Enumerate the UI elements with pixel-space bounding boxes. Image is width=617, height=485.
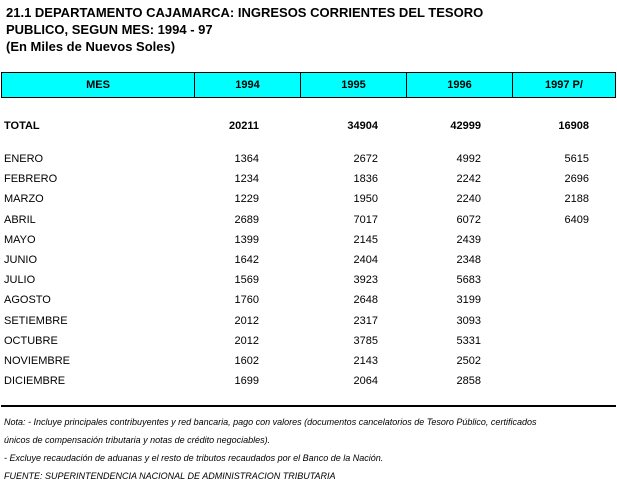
cell-value: 2648 [353, 294, 378, 307]
cell-value: 1234 [234, 173, 259, 186]
cell-value: 2064 [353, 375, 378, 388]
table-row [0, 250, 617, 270]
month-label: ENERO [4, 153, 44, 165]
cell-value: 4992 [456, 153, 481, 165]
header-1994: 1994 [195, 73, 301, 97]
note-line-1: Nota: - Incluye principales contribuyentes y red bancaria, pago con valores (documentos cancelatorios de Tesoro Público, certificados [4, 417, 537, 427]
cell-value: 6409 [564, 213, 589, 226]
cell-value: 1699 [234, 375, 259, 388]
table-row [0, 290, 617, 310]
cell-value: 5331 [456, 334, 481, 347]
table-row [0, 149, 617, 169]
title-line-1: 21.1 DEPARTAMENTO CAJAMARCA: INGRESOS CORRIENTES DEL TESORO [6, 5, 484, 20]
cell-value: 2317 [353, 314, 378, 327]
month-label: JUNIO [4, 254, 37, 266]
cell-value: 2012 [234, 314, 259, 327]
cell-value: 3923 [353, 274, 378, 287]
month-label: SETIEMBRE [4, 314, 68, 327]
cell-value: 2188 [564, 193, 589, 206]
month-label: OCTUBRE [4, 334, 58, 347]
header-1995: 1995 [301, 73, 407, 97]
cell-value: 2145 [353, 233, 378, 246]
table-row [0, 371, 617, 391]
table-row [0, 189, 617, 209]
cell-value: 6072 [456, 213, 481, 226]
table-row [0, 351, 617, 371]
cell-value: 1602 [234, 355, 259, 367]
total-1994: 20211 [229, 120, 259, 132]
table-row [0, 230, 617, 250]
month-label: ABRIL [4, 213, 36, 226]
source-line: FUENTE: SUPERINTENDENCIA NACIONAL DE ADMINISTRACION TRIBUTARIA [4, 471, 336, 481]
cell-value: 2012 [234, 334, 259, 347]
cell-value: 2502 [456, 355, 481, 367]
table-row [0, 331, 617, 351]
month-label: MARZO [4, 193, 44, 206]
table-header [1, 72, 616, 98]
notes [4, 413, 536, 485]
total-1997: 16908 [558, 120, 589, 132]
header-1996: 1996 [407, 73, 513, 97]
month-label: JULIO [4, 274, 36, 287]
cell-value: 2696 [564, 173, 589, 186]
cell-value: 2689 [234, 213, 259, 226]
cell-value: 1950 [353, 193, 378, 206]
cell-value: 2439 [456, 233, 481, 246]
month-label: NOVIEMBRE [4, 355, 71, 367]
title-line-3: (En Miles de Nuevos Soles) [6, 39, 176, 54]
total-1996: 42999 [450, 120, 481, 132]
note-line-3: - Excluye recaudación de aduanas y el resto de tributos recaudados por el Banco de la Nación. [4, 453, 384, 463]
cell-value: 7017 [353, 213, 378, 226]
title-line-2: PUBLICO, SEGUN MES: 1994 - 97 [6, 22, 213, 37]
cell-value: 2143 [353, 355, 378, 367]
cell-value: 2858 [456, 375, 481, 388]
cell-value: 5615 [564, 153, 589, 165]
month-label: MAYO [4, 233, 36, 246]
cell-value: 2240 [456, 193, 481, 206]
page-title [6, 4, 483, 55]
month-label: AGOSTO [4, 294, 51, 307]
header-1997: 1997 P/ [545, 79, 583, 91]
month-label: FEBRERO [4, 173, 58, 186]
total-1995: 34904 [347, 120, 378, 132]
total-label: TOTAL [4, 120, 40, 132]
cell-value: 2348 [456, 254, 481, 266]
cell-value: 2404 [353, 254, 378, 266]
table-row [0, 210, 617, 230]
cell-value: 3093 [456, 314, 481, 327]
cell-value: 1760 [234, 294, 259, 307]
month-label: DICIEMBRE [4, 375, 66, 388]
cell-value: 3199 [456, 294, 481, 307]
table-row [0, 311, 617, 331]
note-line-2: únicos de compensación tributaria y notas de crédito negociables). [4, 435, 271, 445]
cell-value: 1364 [234, 153, 259, 165]
notes-divider [1, 405, 616, 407]
cell-value: 1399 [234, 233, 259, 246]
cell-value: 2672 [353, 153, 378, 165]
table-row [0, 169, 617, 189]
total-row [0, 116, 617, 136]
cell-value: 5683 [456, 274, 481, 287]
cell-value: 1229 [234, 193, 259, 206]
cell-value: 3785 [353, 334, 378, 347]
cell-value: 1569 [234, 274, 259, 287]
cell-value: 1836 [353, 173, 378, 186]
cell-value: 2242 [456, 173, 481, 186]
cell-value: 1642 [234, 254, 259, 266]
header-mes: MES [2, 73, 195, 97]
table-row [0, 270, 617, 290]
